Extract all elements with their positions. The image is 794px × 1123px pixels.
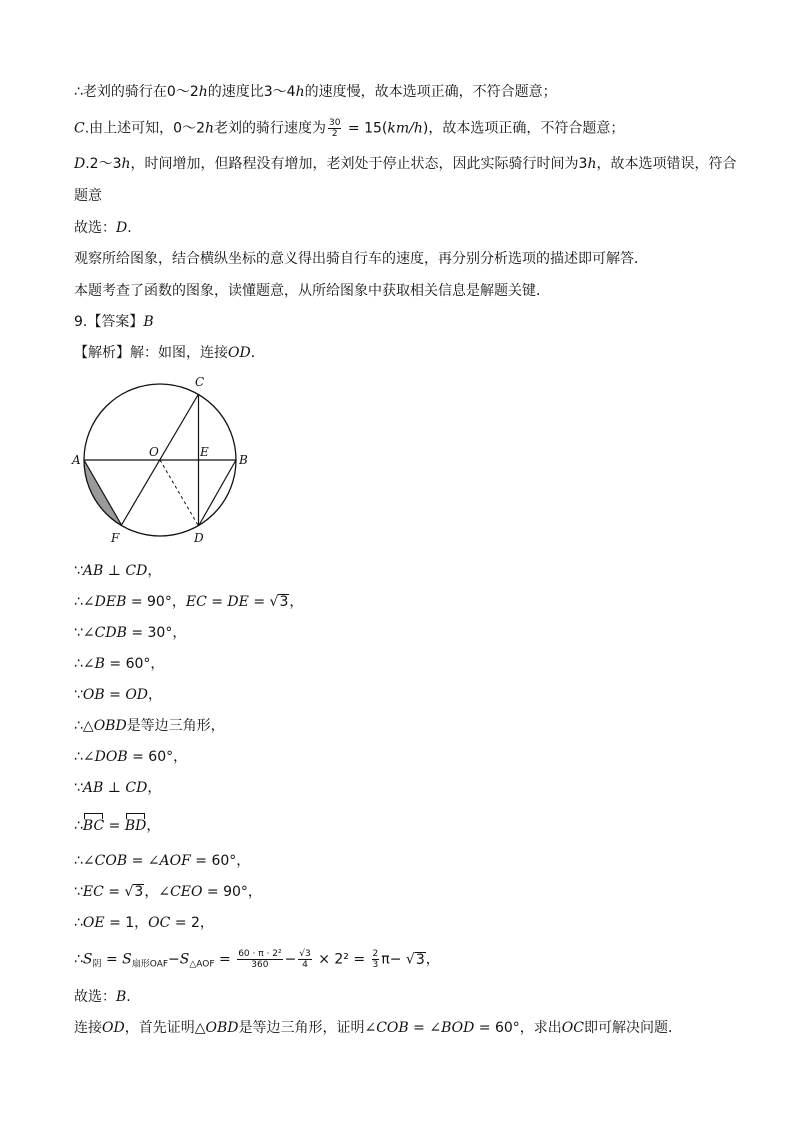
text: ， [148,687,163,703]
text: .由上述可知，0～2 [84,120,205,137]
text: = [104,818,125,834]
label-C: C [195,375,205,389]
label-O: O [149,445,159,459]
label-E: E [200,445,209,459]
text: . [126,989,131,1005]
geometry-figure [64,370,264,550]
text: = 30°， [126,625,187,641]
math: OD [125,687,149,703]
text: = 60°， [190,853,251,869]
text: ∵ [74,687,83,703]
math: h [198,84,208,100]
text: π− [381,951,406,968]
text-line-4 [74,186,102,206]
denominator: 360 [251,960,269,970]
text: 题意 [74,188,102,204]
text: = 60°， [127,749,188,765]
numerator: 30 [329,118,341,128]
math: OE [82,915,105,931]
text: = 90°， [126,594,186,610]
text: = [103,884,125,900]
numerator: 60 · π · 2² [238,949,282,959]
text: ∴老刘的骑行在0～2 [74,84,199,100]
math: D [116,220,128,236]
text: ． [250,345,265,361]
segment-BD [199,460,237,526]
text: 观察所给图象，结合横纵坐标的意义得出骑自行车的速度，再分别分析选项的描述即可解答． [74,251,648,267]
text-line-3 [74,154,736,174]
text: 本题考查了函数的图象，读懂题意，从所给图象中获取相关信息是解题关键． [74,283,550,299]
math: OD [102,1020,125,1036]
math: B [143,314,154,330]
text: − [168,951,180,968]
arc-BC: BC [82,818,105,834]
math: B [116,989,127,1005]
text: 连接 [74,1020,102,1036]
math: h [587,156,597,172]
text: 故选： [74,989,116,1005]
text: ， [144,884,159,900]
text-line-2 [74,118,624,139]
step-4 [74,654,164,674]
text: ，首先证明△ [124,1020,206,1036]
text: 9.【答案】 [74,314,144,330]
text: = 2， [170,915,214,931]
text: = [408,1020,430,1036]
analysis-line [74,343,265,363]
text: ∵ [74,780,83,796]
math: OC [148,915,171,931]
numerator: 2 [372,949,379,959]
text: 的速度慢，故本选项正确，不符合题意； [304,84,557,100]
step-15 [74,1018,682,1038]
text: ∴ [74,656,83,672]
step-7 [74,747,187,767]
text: 【解析】解：如图，连接 [74,345,228,361]
text: ∵ [74,563,83,579]
text: )，故本选项正确，不符合题意； [422,120,625,137]
segment-AF [84,460,122,525]
math: ∠CDB [82,625,127,641]
text: ， [147,780,162,796]
math: D [74,156,86,172]
math: DE [227,594,249,610]
fraction [328,118,341,139]
math: OD [228,345,251,361]
fraction [237,949,282,970]
text-line-5 [74,218,132,238]
text: = [248,594,270,610]
subscript: 阴 [92,959,102,970]
label-A: A [72,453,81,467]
math: OC [561,1020,584,1036]
step-11: ∵EC = √3，∠CEO = 90°， [74,884,262,900]
text: 故选： [74,220,116,236]
numerator: √3 [299,949,311,959]
step-3 [74,623,186,643]
text: 是等边三角形， [126,718,225,734]
math: S [82,951,93,968]
text: . [127,220,132,236]
math: OB [82,687,105,703]
text: 是等边三角形，证明 [238,1020,365,1036]
step-8 [74,778,161,798]
text: = 90°， [202,884,262,900]
text: ， [146,818,161,834]
math: ∠B [82,656,105,672]
text: = [101,951,123,968]
math: ∠CEO [158,884,203,900]
text: = [214,951,236,968]
text: ∴ [74,749,83,765]
text: .2～3 [85,156,122,172]
text: ∵ [74,884,83,900]
text-line-7 [74,281,550,301]
math: EC [82,884,104,900]
text: = 1， [104,915,149,931]
math: ∠BOD [429,1020,475,1036]
math: C [74,120,85,137]
text: × 2² = [313,951,370,968]
math: S [179,951,190,968]
text: = 60°，求出 [474,1020,562,1036]
text: ∴ [74,853,83,869]
text: = 15( [343,120,388,137]
text: 的速度比3～4 [207,84,296,100]
step-10 [74,851,250,871]
math: ∠DEB [82,594,127,610]
text: 老刘的骑行速度为 [214,120,327,137]
denominator: 4 [302,960,308,970]
subscript: △AOF [189,959,215,970]
text: ∴△ [74,718,94,734]
text: = [127,853,148,869]
step-5 [74,685,162,705]
text: ，故本选项错误，符合 [596,156,737,172]
text: ∴ [74,951,83,968]
math: ∠COB [364,1020,409,1036]
text: ∵ [74,625,83,641]
label-B: B [239,453,248,467]
math: AB ⊥ CD [82,563,148,579]
step-6 [74,716,225,736]
text: ∴ [74,915,83,931]
text: ，时间增加，但路程没有增加，老刘处于停止状态，因此实际骑行时间为3 [130,156,588,172]
text-line-1 [74,82,557,102]
step-13-area-formula: $\therefore S_阴 = S_{扇形OAF}-S_{\triangle AOF}$ = $\frac{\text{60 · π · 2²}}{360}$ − $\frac{√3}{4}$ × 2² = $\frac{2}{3}$ π− √3， [74,949,440,970]
text: = 60°， [104,656,165,672]
math: km/h [387,120,423,137]
step-2: ∴∠DEB = 90°，EC = DE = √3， [74,594,304,610]
text: ， [425,951,440,968]
text: = [206,594,228,610]
subscript: 扇形OAF [131,959,169,970]
answer-line [74,312,154,332]
math: h [204,120,215,137]
math: ∠COB [82,853,128,869]
segment-OD-dashed [160,460,199,526]
denominator: 2 [331,129,338,139]
text: 即可解决问题． [583,1020,682,1036]
step-12 [74,913,214,933]
math: h [295,84,305,100]
fraction [298,949,311,970]
arc-BD: BD [124,818,147,834]
text: ∴ [74,594,83,610]
math: S [122,951,132,968]
step-14 [74,987,131,1007]
text: ∴ [74,818,83,834]
fraction [372,949,380,970]
math: h [121,156,131,172]
text: ， [147,563,162,579]
step-9 [74,816,160,836]
label-D: D [194,531,204,545]
math: ∠AOF [147,853,191,869]
text: = [104,687,126,703]
step-1 [74,561,161,581]
sqrt-radicand: 3 [415,951,425,968]
text-line-6 [74,249,648,269]
math: OBD [93,718,127,734]
math: EC [185,594,207,610]
sqrt-radicand: 3 [134,884,144,900]
denominator: 3 [372,960,379,970]
text: ， [289,594,304,610]
math: ∠DOB [82,749,128,765]
text: − [284,951,297,968]
sqrt-radicand: 3 [279,594,289,610]
math: AB ⊥ CD [82,780,148,796]
math: OBD [205,1020,239,1036]
label-F: F [111,531,120,545]
